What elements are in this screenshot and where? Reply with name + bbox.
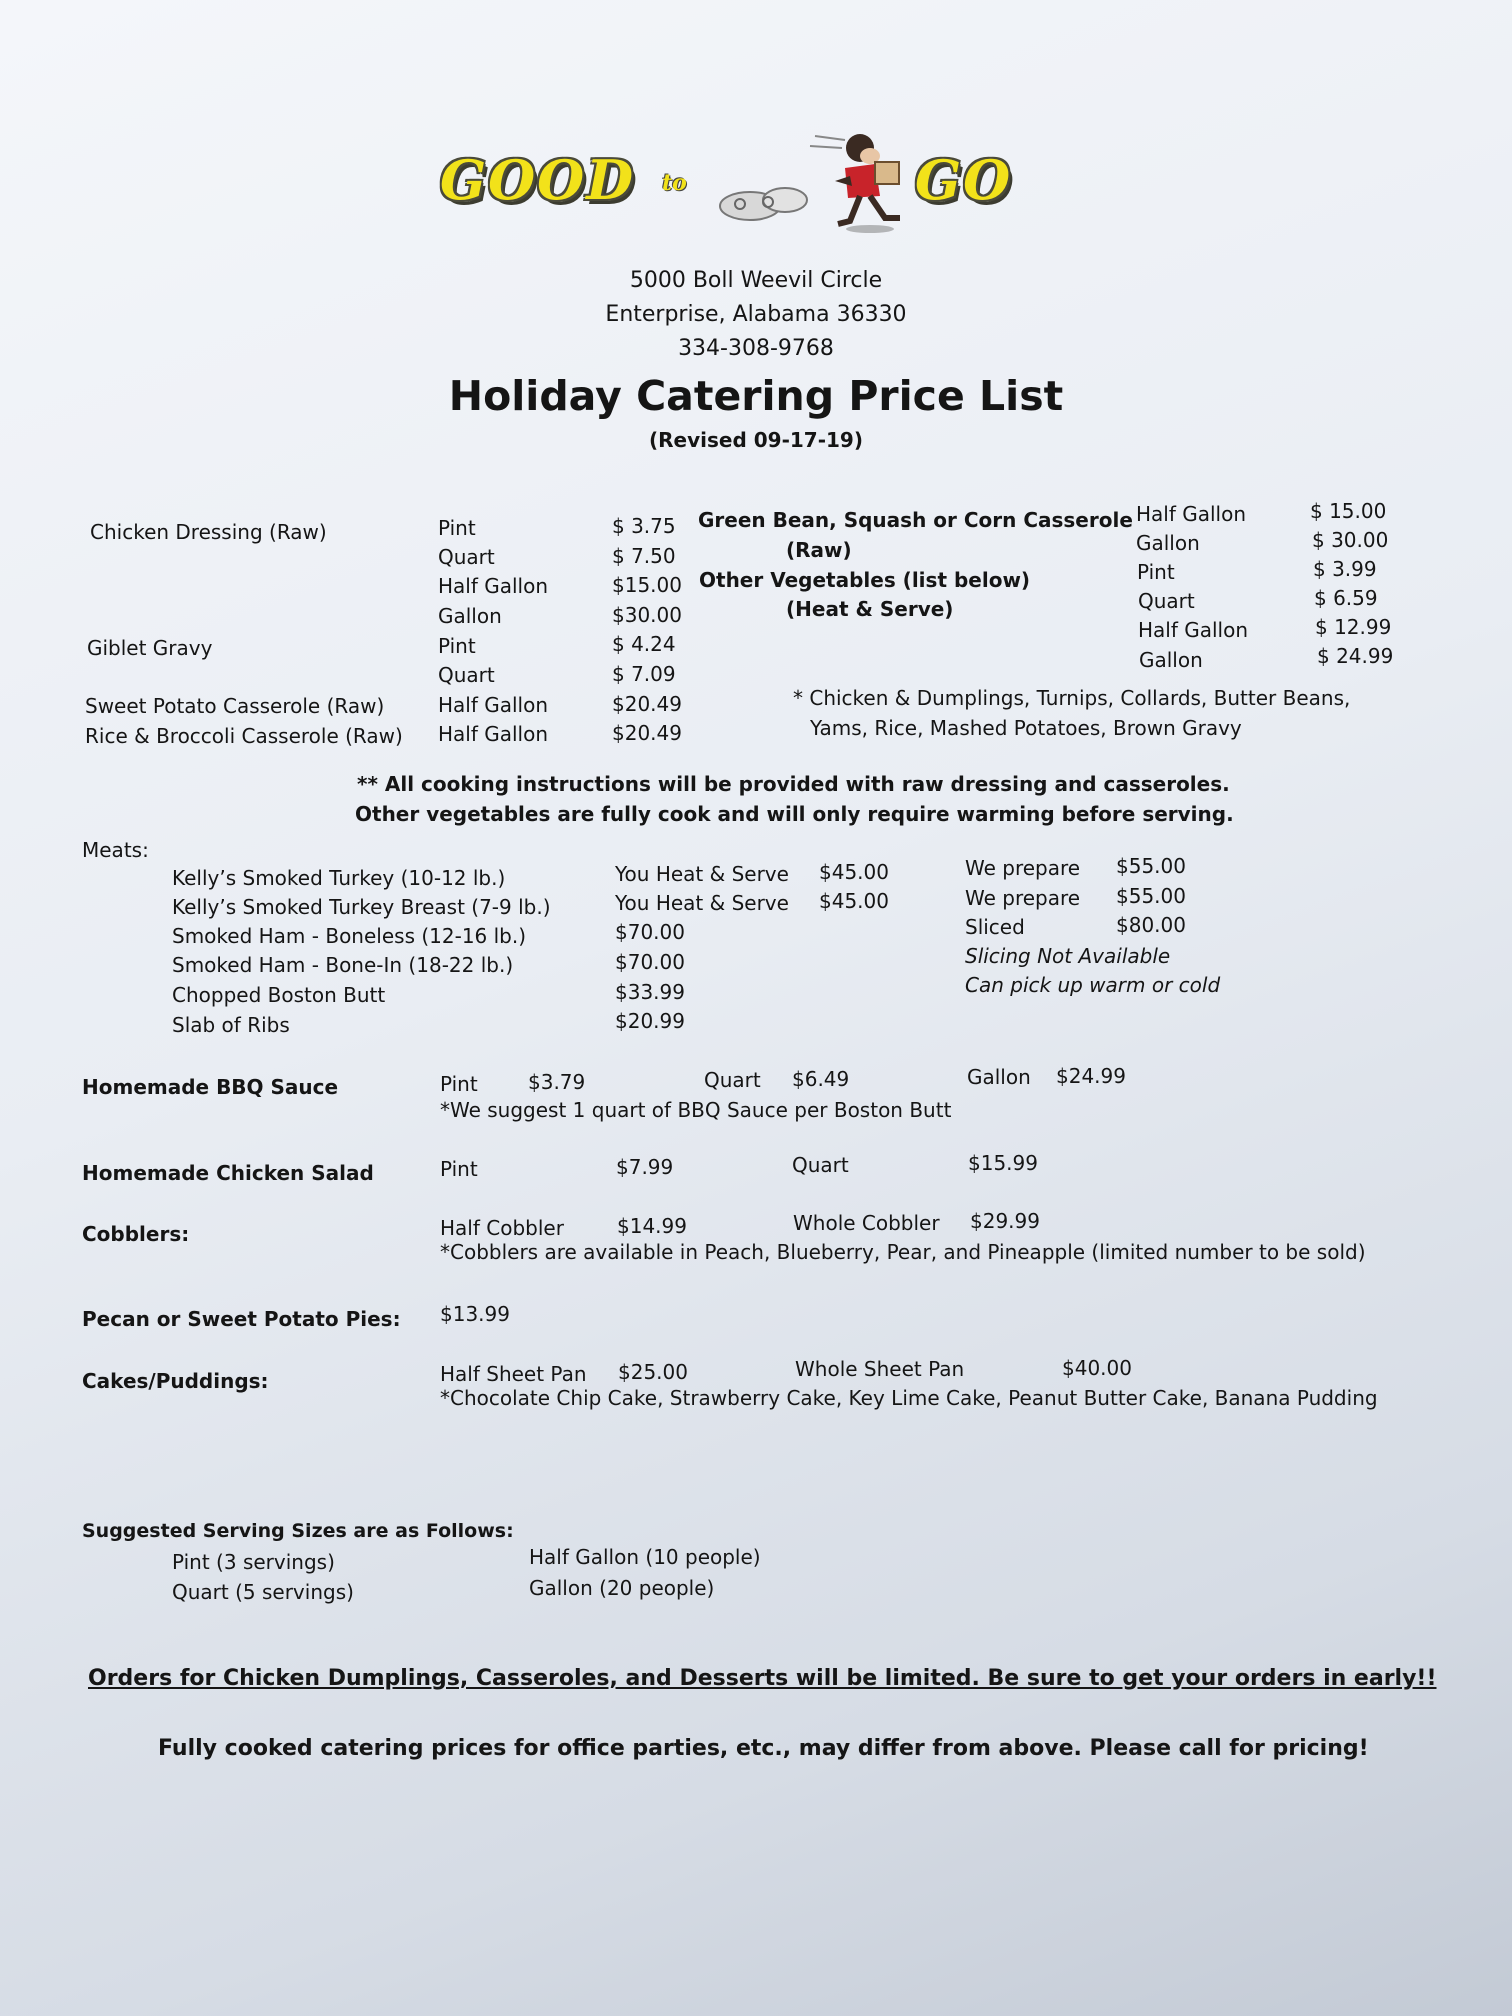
meat-prep: We prepare bbox=[965, 886, 1081, 910]
bbq-pint: Pint bbox=[440, 1072, 478, 1096]
chicken-salad-pint-price: $7.99 bbox=[616, 1155, 674, 1179]
half-cobbler-price: $14.99 bbox=[617, 1214, 687, 1238]
meat-price: $70.00 bbox=[615, 950, 685, 974]
vegetable-list-2: Yams, Rice, Mashed Potatoes, Brown Gravy bbox=[810, 716, 1242, 740]
meats-label: Meats: bbox=[82, 838, 149, 862]
chicken-salad-pint: Pint bbox=[440, 1157, 478, 1181]
serving-quart: Quart (5 servings) bbox=[172, 1580, 354, 1604]
item-size: Pint bbox=[438, 634, 476, 658]
veg-size: Pint bbox=[1137, 560, 1175, 584]
serving-pint: Pint (3 servings) bbox=[172, 1550, 335, 1574]
meat-prep-price: $55.00 bbox=[1116, 884, 1186, 908]
item-price: $20.49 bbox=[612, 721, 682, 745]
cakes-label: Cakes/Puddings: bbox=[82, 1369, 269, 1393]
veg-price: $ 30.00 bbox=[1312, 528, 1389, 552]
meat-price: $33.99 bbox=[615, 980, 685, 1004]
meat-heat: You Heat & Serve bbox=[615, 891, 789, 915]
serving-gallon: Gallon (20 people) bbox=[529, 1576, 715, 1600]
item-price: $ 7.50 bbox=[612, 544, 676, 568]
item-size: Half Gallon bbox=[438, 722, 549, 746]
veg-size: Half Gallon bbox=[1138, 618, 1249, 642]
serving-sizes-label: Suggested Serving Sizes are as Follows: bbox=[82, 1520, 514, 1542]
bbq-label: Homemade BBQ Sauce bbox=[82, 1075, 339, 1099]
whole-sheet-pan-price: $40.00 bbox=[1062, 1356, 1132, 1380]
pies-price: $13.99 bbox=[440, 1302, 510, 1326]
item-price: $ 7.09 bbox=[612, 662, 676, 686]
half-cobbler: Half Cobbler bbox=[440, 1216, 564, 1240]
meat-heat-price: $45.00 bbox=[819, 889, 889, 913]
whole-sheet-pan: Whole Sheet Pan bbox=[795, 1357, 965, 1381]
item-size: Half Gallon bbox=[438, 693, 549, 717]
item-name: Rice & Broccoli Casserole (Raw) bbox=[85, 724, 403, 748]
chicken-salad-quart-price: $15.99 bbox=[968, 1151, 1038, 1175]
bbq-note: *We suggest 1 quart of BBQ Sauce per Boston Butt bbox=[440, 1098, 952, 1122]
item-name: Sweet Potato Casserole (Raw) bbox=[85, 694, 385, 718]
cobblers-label: Cobblers: bbox=[82, 1222, 190, 1246]
item-name: Giblet Gravy bbox=[87, 636, 213, 660]
item-price: $20.49 bbox=[612, 692, 682, 716]
bbq-quart-price: $6.49 bbox=[792, 1067, 850, 1091]
item-size: Half Gallon bbox=[438, 574, 549, 598]
meat-heat: You Heat & Serve bbox=[615, 862, 789, 886]
address-line-1: 5000 Boll Weevil Circle bbox=[629, 268, 883, 293]
veg-price: $ 15.00 bbox=[1310, 499, 1387, 523]
meat-name: Kelly’s Smoked Turkey (10-12 lb.) bbox=[172, 866, 506, 890]
logo-word-to: to bbox=[662, 170, 687, 196]
item-name: Chicken Dressing (Raw) bbox=[90, 520, 327, 544]
meat-price: $70.00 bbox=[615, 920, 685, 944]
revised-date: (Revised 09-17-19) bbox=[649, 428, 863, 452]
meat-prep: We prepare bbox=[965, 856, 1081, 880]
bbq-pint-price: $3.79 bbox=[528, 1070, 586, 1094]
logo-word-go: GO bbox=[915, 148, 1013, 212]
green-bean-label: Green Bean, Squash or Corn Casserole bbox=[698, 508, 1133, 532]
meat-name: Smoked Ham - Bone-In (18-22 lb.) bbox=[172, 953, 514, 977]
meat-prep-note: Can pick up warm or cold bbox=[965, 973, 1221, 997]
veg-price: $ 3.99 bbox=[1313, 557, 1377, 581]
meat-prep-note: Slicing Not Available bbox=[965, 944, 1171, 968]
cooking-note-2: Other vegetables are fully cook and will only require warming before serving. bbox=[355, 802, 1234, 826]
veg-size: Gallon bbox=[1139, 648, 1203, 672]
item-size: Pint bbox=[438, 516, 476, 540]
meat-name: Slab of Ribs bbox=[172, 1013, 290, 1037]
meat-prep-price: $80.00 bbox=[1116, 913, 1186, 937]
half-sheet-pan-price: $25.00 bbox=[618, 1360, 688, 1384]
bbq-gallon: Gallon bbox=[967, 1065, 1031, 1089]
logo bbox=[430, 118, 1040, 238]
meat-prep: Sliced bbox=[965, 915, 1025, 939]
green-bean-raw: (Raw) bbox=[786, 538, 852, 562]
other-vegetables-label: Other Vegetables (list below) bbox=[699, 568, 1031, 592]
pies-label: Pecan or Sweet Potato Pies: bbox=[82, 1307, 401, 1331]
veg-price: $ 24.99 bbox=[1317, 644, 1394, 668]
item-price: $ 4.24 bbox=[612, 632, 676, 656]
chicken-salad-label: Homemade Chicken Salad bbox=[82, 1161, 374, 1185]
pricing-notice: Fully cooked catering prices for office parties, etc., may differ from above. Please call for pricing! bbox=[158, 1736, 1369, 1761]
whole-cobbler: Whole Cobbler bbox=[793, 1211, 940, 1235]
item-size: Quart bbox=[438, 663, 495, 687]
vegetable-list-1: * Chicken & Dumplings, Turnips, Collards, Butter Beans, bbox=[793, 686, 1351, 710]
heat-serve-label: (Heat & Serve) bbox=[786, 597, 954, 621]
meat-price: $20.99 bbox=[615, 1009, 685, 1033]
veg-size: Quart bbox=[1138, 589, 1195, 613]
cobblers-note: *Cobblers are available in Peach, Blueberry, Pear, and Pineapple (limited number to be sold) bbox=[440, 1240, 1366, 1264]
item-size: Quart bbox=[438, 545, 495, 569]
bbq-quart: Quart bbox=[704, 1068, 761, 1092]
veg-size: Half Gallon bbox=[1136, 502, 1247, 526]
half-sheet-pan: Half Sheet Pan bbox=[440, 1362, 587, 1386]
serving-half-gallon: Half Gallon (10 people) bbox=[529, 1545, 761, 1569]
orders-limited-notice: Orders for Chicken Dumplings, Casseroles, and Desserts will be limited. Be sure to get your orders in early!! bbox=[88, 1666, 1437, 1691]
item-price: $15.00 bbox=[612, 573, 682, 597]
chicken-salad-quart: Quart bbox=[792, 1153, 849, 1177]
veg-price: $ 6.59 bbox=[1314, 586, 1378, 610]
phone-number: 334-308-9768 bbox=[678, 336, 834, 361]
meat-name: Chopped Boston Butt bbox=[172, 983, 386, 1007]
whole-cobbler-price: $29.99 bbox=[970, 1209, 1040, 1233]
item-price: $30.00 bbox=[612, 603, 682, 627]
cooking-note-1: ** All cooking instructions will be provided with raw dressing and casseroles. bbox=[357, 772, 1230, 796]
meat-prep-price: $55.00 bbox=[1116, 854, 1186, 878]
meat-heat-price: $45.00 bbox=[819, 860, 889, 884]
bbq-gallon-price: $24.99 bbox=[1056, 1064, 1126, 1088]
veg-size: Gallon bbox=[1136, 531, 1200, 555]
address-line-2: Enterprise, Alabama 36330 bbox=[605, 302, 907, 327]
mascot-runner-icon bbox=[710, 126, 920, 236]
meat-name: Smoked Ham - Boneless (12-16 lb.) bbox=[172, 924, 527, 948]
logo-word-good: GOOD bbox=[440, 148, 636, 212]
item-size: Gallon bbox=[438, 604, 502, 628]
meat-name: Kelly’s Smoked Turkey Breast (7-9 lb.) bbox=[172, 895, 551, 919]
veg-price: $ 12.99 bbox=[1315, 615, 1392, 639]
item-price: $ 3.75 bbox=[612, 514, 676, 538]
cakes-note: *Chocolate Chip Cake, Strawberry Cake, Key Lime Cake, Peanut Butter Cake, Banana Pudding bbox=[440, 1386, 1378, 1410]
page-title: Holiday Catering Price List bbox=[448, 372, 1064, 420]
